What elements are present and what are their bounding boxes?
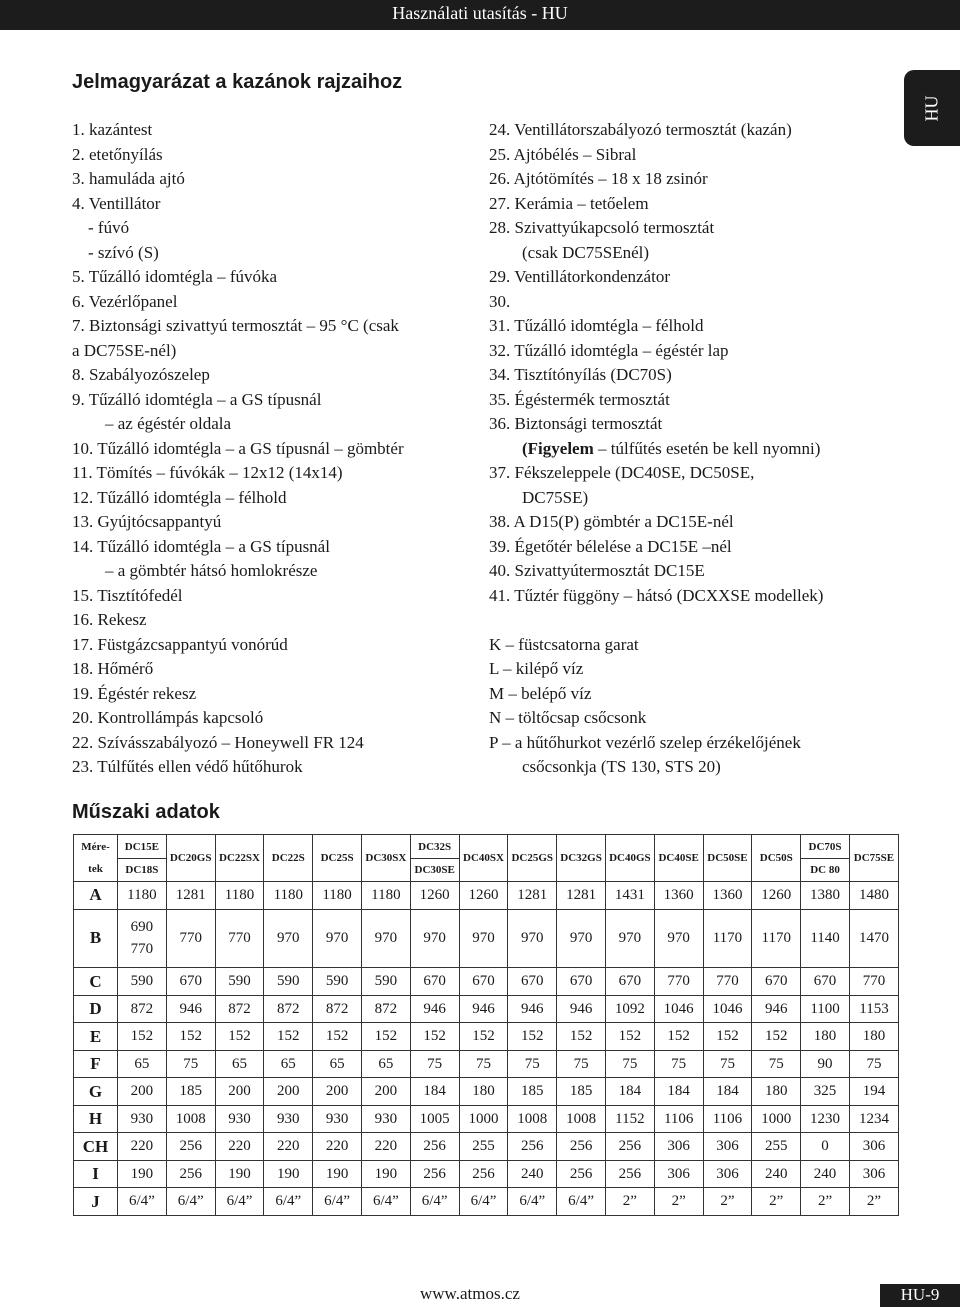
table-cell: 306: [654, 1160, 703, 1188]
table-cell: 1281: [166, 882, 215, 910]
table-cell: 590: [313, 968, 362, 996]
legend-item: 23. Túlfűtés ellen védő hűtőhurok: [72, 757, 303, 776]
table-cell: 770: [654, 968, 703, 996]
table-cell: 1360: [654, 882, 703, 910]
table-cell: 1281: [557, 882, 606, 910]
legend-item: a DC75SE-nél): [72, 340, 177, 360]
table-cell: 970: [557, 909, 606, 968]
table-corner-header: [74, 835, 118, 882]
table-cell: 325: [801, 1078, 850, 1106]
table-cell: 946: [459, 995, 508, 1023]
table-cell: 200: [313, 1078, 362, 1106]
legend-item: 11. Tömítés – fúvókák – 12x12 (14x14): [72, 463, 343, 482]
table-cell: 1170: [752, 909, 801, 968]
legend-item: 16. Rekesz: [72, 610, 147, 629]
table-cell: 240: [801, 1160, 850, 1188]
table-cell: 1180: [215, 882, 264, 910]
table-cell: 0: [801, 1133, 850, 1161]
legend-item: 29. Ventillátorkondenzátor: [489, 267, 670, 286]
legend-item: 32. Tűzálló idomtégla – égéstér lap: [489, 340, 729, 360]
table-cell: 6/4”: [264, 1188, 313, 1216]
table-cell: 65: [264, 1050, 313, 1078]
table-cell: 1170: [703, 909, 752, 968]
legend-item: – a gömbtér hátsó homlokrésze: [105, 561, 318, 580]
table-cell: 152: [264, 1023, 313, 1051]
dimension-label: I: [74, 1160, 118, 1188]
table-cell: 75: [849, 1050, 898, 1078]
model-header: DC22S: [264, 835, 313, 882]
model-header: [410, 835, 459, 882]
table-cell: 670: [166, 968, 215, 996]
table-cell: 6/4”: [313, 1188, 362, 1216]
table-cell: 185: [557, 1078, 606, 1106]
legend-item: L – kilépő víz: [489, 659, 584, 678]
table-cell: 256: [410, 1160, 459, 1188]
table-cell: 970: [508, 909, 557, 968]
table-row: [74, 1188, 899, 1216]
legend-item: 1. kazántest: [72, 120, 153, 139]
table-cell: 152: [361, 1023, 410, 1051]
table-cell: 946: [508, 995, 557, 1023]
table-cell: 970: [605, 909, 654, 968]
table-cell: 190: [264, 1160, 313, 1188]
legend-item: 25. Ajtóbélés – Sibral: [489, 144, 637, 164]
table-cell: 970: [410, 909, 459, 968]
table-cell: 190: [313, 1160, 362, 1188]
model-header: DC40GS: [605, 835, 654, 882]
table-cell: 220: [313, 1133, 362, 1161]
legend-item: 12. Tűzálló idomtégla – félhold: [72, 487, 287, 507]
dimension-label: CH: [74, 1133, 118, 1161]
legend-item-rest: – túlfűtés esetén be kell nyomni): [593, 438, 821, 458]
dimension-label: G: [74, 1078, 118, 1106]
model-header: DC50S: [752, 835, 801, 882]
table-cell: 770: [849, 968, 898, 996]
table-cell: 970: [264, 909, 313, 968]
table-cell: 152: [459, 1023, 508, 1051]
table-row: [74, 882, 899, 910]
table-cell: 670: [557, 968, 606, 996]
table-cell: 184: [605, 1078, 654, 1106]
table-cell: 1360: [703, 882, 752, 910]
table-cell: 590: [361, 968, 410, 996]
table-cell: 256: [508, 1133, 557, 1161]
legend-item: 36. Biztonsági termosztát: [489, 414, 663, 433]
model-name: DC 80: [801, 858, 849, 881]
table-cell: 946: [166, 995, 215, 1023]
table-cell: 220: [264, 1133, 313, 1161]
table-row: [74, 1105, 899, 1133]
table-cell: 185: [166, 1078, 215, 1106]
legend-item: P – a hűtőhurkot vezérlő szelep érzékelőjének: [489, 732, 801, 752]
table-cell: 6/4”: [459, 1188, 508, 1216]
table-row: [74, 1050, 899, 1078]
corner-line-2: tek: [88, 863, 103, 875]
table-cell: 872: [118, 995, 167, 1023]
table-cell: 184: [410, 1078, 459, 1106]
table-cell: 1092: [605, 995, 654, 1023]
table-cell: 1100: [801, 995, 850, 1023]
table-cell: 872: [313, 995, 362, 1023]
table-cell: 1180: [118, 882, 167, 910]
table-cell: 65: [215, 1050, 264, 1078]
table-cell: 1234: [849, 1105, 898, 1133]
model-header: DC40SE: [654, 835, 703, 882]
table-cell: 306: [703, 1160, 752, 1188]
table-cell: 255: [752, 1133, 801, 1161]
table-cell: 1000: [752, 1105, 801, 1133]
table-cell: 1230: [801, 1105, 850, 1133]
legend-item: 15. Tisztítófedél: [72, 585, 183, 605]
legend-item: 27. Kerámia – tetőelem: [489, 193, 649, 213]
table-cell: 1140: [801, 909, 850, 968]
table-cell: 256: [605, 1133, 654, 1161]
table-cell: 180: [849, 1023, 898, 1051]
legend-item: - fúvó: [88, 218, 130, 237]
legend-item: M – belépő víz: [489, 683, 592, 703]
table-cell: 200: [215, 1078, 264, 1106]
table-row: [74, 968, 899, 996]
table-cell: 152: [118, 1023, 167, 1051]
language-tab: [904, 70, 960, 146]
table-cell: 220: [215, 1133, 264, 1161]
table-cell: 1046: [654, 995, 703, 1023]
table-cell: 6/4”: [215, 1188, 264, 1216]
table-row: [74, 1133, 899, 1161]
table-cell: 1380: [801, 882, 850, 910]
table-row: [74, 1023, 899, 1051]
table-cell: 770: [166, 909, 215, 968]
table-row: [74, 995, 899, 1023]
table-cell: 152: [508, 1023, 557, 1051]
legend-item: 30.: [489, 291, 511, 311]
table-cell: 1470: [849, 909, 898, 968]
legend-item: 3. hamuláda ajtó: [72, 169, 185, 188]
table-cell: 590: [264, 968, 313, 996]
legend-item: 7. Biztonsági szivattyú termosztát – 95 °C (csak: [72, 316, 399, 335]
model-header: DC22SX: [215, 835, 264, 882]
table-cell: 190: [118, 1160, 167, 1188]
table-cell: 930: [313, 1105, 362, 1133]
legend-item: [489, 437, 899, 462]
legend-title: Jelmagyarázat a kazánok rajzaihoz: [72, 71, 403, 93]
legend-item: (csak DC75SEnél): [522, 242, 650, 262]
legend-item: 38. A D15(P) gömbtér a DC15E-nél: [489, 512, 734, 531]
table-cell: 6/4”: [361, 1188, 410, 1216]
legend-item: 22. Szívásszabályozó – Honeywell FR 124: [72, 732, 364, 752]
table-cell: [118, 909, 167, 968]
model-header: DC50SE: [703, 835, 752, 882]
table-cell: 1180: [264, 882, 313, 910]
table-cell: 930: [361, 1105, 410, 1133]
table-cell: 6/4”: [118, 1188, 167, 1216]
table-cell: 930: [118, 1105, 167, 1133]
table-cell: 670: [410, 968, 459, 996]
table-cell: 200: [264, 1078, 313, 1106]
table-cell: 152: [166, 1023, 215, 1051]
dimension-label: D: [74, 995, 118, 1023]
table-cell: 970: [313, 909, 362, 968]
table-cell: 6/4”: [410, 1188, 459, 1216]
page-number-box: [880, 1284, 960, 1307]
legend-item: 39. Égetőtér bélelése a DC15E –nél: [489, 536, 732, 556]
table-cell: 240: [752, 1160, 801, 1188]
legend-item: - szívó (S): [88, 242, 159, 262]
legend-item: 8. Szabályozószelep: [72, 365, 210, 384]
table-cell: 1260: [410, 882, 459, 910]
table-cell: 185: [508, 1078, 557, 1106]
legend-item: DC75SE): [522, 487, 589, 507]
table-cell: 1152: [605, 1105, 654, 1133]
table-cell: 1046: [703, 995, 752, 1023]
table-cell: 256: [557, 1133, 606, 1161]
table-cell: 255: [459, 1133, 508, 1161]
table-cell: 65: [313, 1050, 362, 1078]
legend-item: 40. Szivattyútermosztát DC15E: [489, 561, 705, 580]
table-cell: 1106: [703, 1105, 752, 1133]
table-cell: 256: [166, 1160, 215, 1188]
table-cell: 946: [557, 995, 606, 1023]
table-cell: 1153: [849, 995, 898, 1023]
table-cell: 75: [166, 1050, 215, 1078]
model-header: [801, 835, 850, 882]
model-header: DC25S: [313, 835, 362, 882]
dimension-label: H: [74, 1105, 118, 1133]
page-header: [0, 0, 960, 30]
legend-item: 17. Füstgázcsappantyú vonórúd: [72, 634, 288, 654]
table-cell: 2”: [654, 1188, 703, 1216]
model-name: DC30SE: [411, 858, 459, 881]
table-cell: 6/4”: [166, 1188, 215, 1216]
model-name: DC70S: [808, 840, 842, 853]
legend-item: 35. Égéstermék termosztát: [489, 389, 670, 409]
legend-item: 13. Gyújtócsappantyú: [72, 512, 222, 531]
legend-item: 2. etetőnyílás: [72, 144, 163, 164]
footer-url: www.atmos.cz: [420, 1284, 520, 1303]
table-cell: 152: [703, 1023, 752, 1051]
table-cell: 670: [801, 968, 850, 996]
table-cell: 872: [361, 995, 410, 1023]
table-cell: 970: [361, 909, 410, 968]
table-cell: 1008: [557, 1105, 606, 1133]
legend-item: 37. Fékszeleppele (DC40SE, DC50SE,: [489, 463, 755, 482]
table-cell: 770: [703, 968, 752, 996]
table-cell: 306: [849, 1133, 898, 1161]
legend-item: 6. Vezérlőpanel: [72, 291, 178, 311]
model-name: DC18S: [118, 858, 166, 881]
legend-item: – az égéstér oldala: [105, 414, 232, 433]
table-cell: 770: [215, 909, 264, 968]
table-cell: 256: [459, 1160, 508, 1188]
legend-item: 18. Hőmérő: [72, 659, 154, 678]
page-number: HU-9: [900, 1285, 940, 1304]
table-cell: 75: [459, 1050, 508, 1078]
table-cell: 75: [605, 1050, 654, 1078]
table-cell: 184: [654, 1078, 703, 1106]
table-cell: 946: [752, 995, 801, 1023]
table-cell: 90: [801, 1050, 850, 1078]
table-cell: 670: [459, 968, 508, 996]
table-cell: 2”: [752, 1188, 801, 1216]
table-cell: 180: [459, 1078, 508, 1106]
table-cell: 590: [118, 968, 167, 996]
table-cell: 2”: [605, 1188, 654, 1216]
table-cell: 65: [118, 1050, 167, 1078]
table-cell: 75: [703, 1050, 752, 1078]
legend-item-bold: (Figyelem: [522, 438, 594, 458]
table-cell: 670: [752, 968, 801, 996]
legend-item: 10. Tűzálló idomtégla – a GS típusnál – gömbtér: [72, 438, 404, 458]
table-cell: 75: [508, 1050, 557, 1078]
specs-table: [73, 834, 899, 1216]
legend-item: 28. Szivattyúkapcsoló termosztát: [489, 218, 715, 237]
specs-title: Műszaki adatok: [72, 801, 220, 823]
table-cell: 256: [605, 1160, 654, 1188]
legend-item: 31. Tűzálló idomtégla – félhold: [489, 316, 704, 335]
model-header: DC20GS: [166, 835, 215, 882]
table-cell: 75: [557, 1050, 606, 1078]
table-cell: 2”: [849, 1188, 898, 1216]
table-cell: 152: [215, 1023, 264, 1051]
table-cell: 2”: [703, 1188, 752, 1216]
table-cell: 152: [752, 1023, 801, 1051]
model-name: DC15E: [124, 840, 160, 853]
table-cell: 670: [605, 968, 654, 996]
table-cell: 200: [361, 1078, 410, 1106]
table-cell: 1180: [313, 882, 362, 910]
legend-item: 20. Kontrollámpás kapcsoló: [72, 708, 264, 727]
table-cell: 65: [361, 1050, 410, 1078]
table-cell: 75: [654, 1050, 703, 1078]
model-header: DC75SE: [849, 835, 898, 882]
table-cell: 1281: [508, 882, 557, 910]
table-cell: 1000: [459, 1105, 508, 1133]
dimension-label: E: [74, 1023, 118, 1051]
model-header: DC32GS: [557, 835, 606, 882]
table-cell: 1005: [410, 1105, 459, 1133]
table-cell: 190: [215, 1160, 264, 1188]
table-cell: 1480: [849, 882, 898, 910]
table-cell: 930: [264, 1105, 313, 1133]
table-cell: 240: [508, 1160, 557, 1188]
model-header: DC40SX: [459, 835, 508, 882]
header-title: Használati utasítás - HU: [392, 3, 568, 23]
table-cell: 152: [654, 1023, 703, 1051]
table-cell: 1106: [654, 1105, 703, 1133]
legend-right-column: [489, 118, 899, 780]
table-cell: 256: [557, 1160, 606, 1188]
model-header: DC30SX: [361, 835, 410, 882]
table-cell: 180: [801, 1023, 850, 1051]
legend-item: 19. Égéstér rekesz: [72, 683, 197, 703]
table-row: [74, 1078, 899, 1106]
table-cell: 220: [361, 1133, 410, 1161]
table-cell: 256: [410, 1133, 459, 1161]
dimension-label: J: [74, 1188, 118, 1216]
table-row: [74, 909, 899, 968]
table-cell: 152: [557, 1023, 606, 1051]
table-cell: 930: [215, 1105, 264, 1133]
dimension-label: F: [74, 1050, 118, 1078]
table-cell: 220: [118, 1133, 167, 1161]
legend-item: 41. Tűztér függöny – hátsó (DCXXSE modellek): [489, 585, 824, 605]
table-cell: 75: [752, 1050, 801, 1078]
table-row: [74, 1160, 899, 1188]
table-cell: 180: [752, 1078, 801, 1106]
table-cell: 6/4”: [557, 1188, 606, 1216]
table-cell: 190: [361, 1160, 410, 1188]
table-cell: 1431: [605, 882, 654, 910]
table-cell: 152: [605, 1023, 654, 1051]
legend-item: K – füstcsatorna garat: [489, 634, 639, 654]
table-cell: 2”: [801, 1188, 850, 1216]
model-name: DC32S: [418, 840, 452, 853]
table-cell: 872: [264, 995, 313, 1023]
cell-value: 690: [130, 919, 154, 936]
table-cell: 152: [410, 1023, 459, 1051]
table-cell: 590: [215, 968, 264, 996]
legend-item: 24. Ventillátorszabályozó termosztát (kazán): [489, 120, 792, 139]
table-cell: 670: [508, 968, 557, 996]
table-cell: 184: [703, 1078, 752, 1106]
table-cell: 152: [313, 1023, 362, 1051]
legend-item: N – töltőcsap csőcsonk: [489, 708, 647, 727]
legend-left-column: [72, 118, 472, 780]
legend-item: csőcsonkja (TS 130, STS 20): [522, 757, 721, 776]
table-cell: 306: [654, 1133, 703, 1161]
table-cell: 194: [849, 1078, 898, 1106]
table-cell: 1008: [508, 1105, 557, 1133]
legend-item: 34. Tisztítónyílás (DC70S): [489, 365, 672, 384]
table-cell: 1260: [752, 882, 801, 910]
legend-item: 5. Tűzálló idomtégla – fúvóka: [72, 267, 278, 286]
table-cell: 946: [410, 995, 459, 1023]
dimension-label: A: [74, 882, 118, 910]
legend-item: 9. Tűzálló idomtégla – a GS típusnál: [72, 389, 322, 409]
table-cell: 970: [654, 909, 703, 968]
legend-item: 4. Ventillátor: [72, 193, 161, 213]
table-cell: 306: [849, 1160, 898, 1188]
table-cell: 200: [118, 1078, 167, 1106]
dimension-label: C: [74, 968, 118, 996]
table-cell: 6/4”: [508, 1188, 557, 1216]
table-cell: 75: [410, 1050, 459, 1078]
cell-value: 770: [130, 941, 154, 958]
legend-item: [489, 608, 899, 633]
table-cell: 306: [703, 1133, 752, 1161]
legend-item: 14. Tűzálló idomtégla – a GS típusnál: [72, 536, 330, 556]
corner-line-1: Mére-: [81, 841, 110, 853]
legend-item: 26. Ajtótömítés – 18 x 18 zsinór: [489, 169, 708, 188]
dimension-label: B: [74, 909, 118, 968]
table-cell: 256: [166, 1133, 215, 1161]
table-cell: 970: [459, 909, 508, 968]
model-header: [118, 835, 167, 882]
language-tab-label: HU: [921, 95, 942, 121]
table-cell: 872: [215, 995, 264, 1023]
table-cell: 1260: [459, 882, 508, 910]
table-cell: 1008: [166, 1105, 215, 1133]
model-header: DC25GS: [508, 835, 557, 882]
table-cell: 1180: [361, 882, 410, 910]
